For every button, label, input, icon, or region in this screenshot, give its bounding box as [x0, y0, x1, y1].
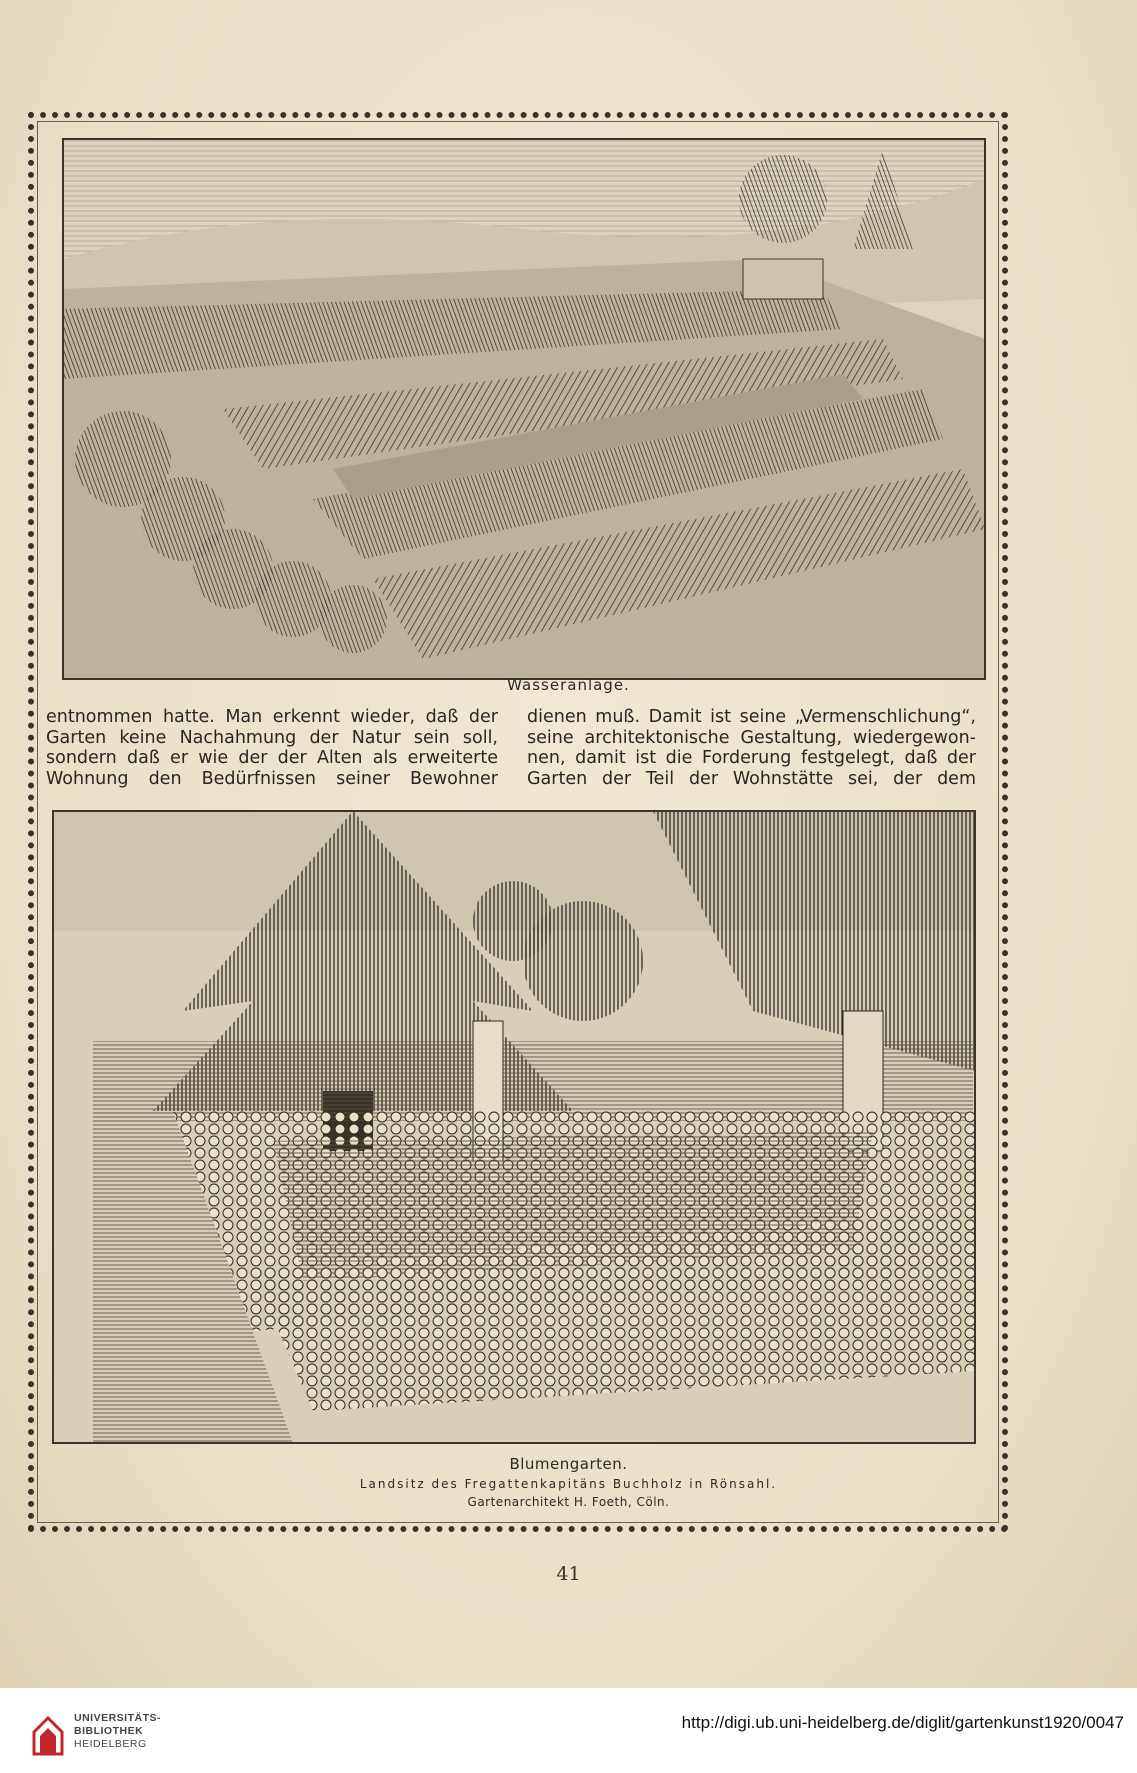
- logo-line: UNIVERSITÄTS-: [74, 1712, 162, 1724]
- text-column-left: [46, 707, 498, 789]
- source-url-link[interactable]: http://digi.ub.uni-heidelberg.de/diglit/gartenkunst1920/0047: [681, 1713, 1124, 1732]
- library-footer: [0, 1688, 1137, 1773]
- text-line: Garten der Teil der Wohnstätte sei, der dem: [527, 768, 976, 789]
- library-logo[interactable]: [30, 1702, 270, 1762]
- text-line: Garten keine Nachahmung der Natur sein soll,: [46, 727, 498, 748]
- text-line: nen, damit ist die Forderung festgelegt, daß der: [527, 748, 976, 768]
- text-line: sondern daß er wie der der Alten als erweiterte: [46, 748, 498, 768]
- logo-line: BIBLIOTHEK: [74, 1725, 144, 1737]
- flower-garden-drawing: [53, 811, 975, 1443]
- text-line: dienen muß. Damit ist seine „Vermenschlichung“,: [527, 707, 976, 727]
- text-line: entnommen hatte. Man erkennt wieder, daß der: [46, 707, 498, 727]
- illustration-water-garden: [62, 138, 986, 680]
- library-logo-icon: [30, 1702, 66, 1758]
- water-garden-drawing: [63, 139, 985, 679]
- caption-flower-garden-title: Blumengarten.: [509, 1455, 628, 1473]
- caption-flower-garden-owner: Landsitz des Fregattenkapitäns Buchholz in Rönsahl.: [359, 1477, 778, 1491]
- library-logo-text: [74, 1712, 161, 1751]
- text-column-right: [527, 707, 976, 789]
- caption-water-garden: Wasseranlage.: [507, 676, 630, 694]
- text-line: seine architektonische Gestaltung, wiedergewon-: [527, 727, 976, 748]
- page-number: 41: [556, 1563, 581, 1585]
- logo-line: HEIDELBERG: [74, 1738, 147, 1750]
- caption-flower-garden-architect: Gartenarchitekt H. Foeth, Cöln.: [467, 1495, 670, 1509]
- text-line: Wohnung den Bedürfnissen seiner Bewohner: [46, 768, 498, 789]
- illustration-flower-garden: [52, 810, 976, 1444]
